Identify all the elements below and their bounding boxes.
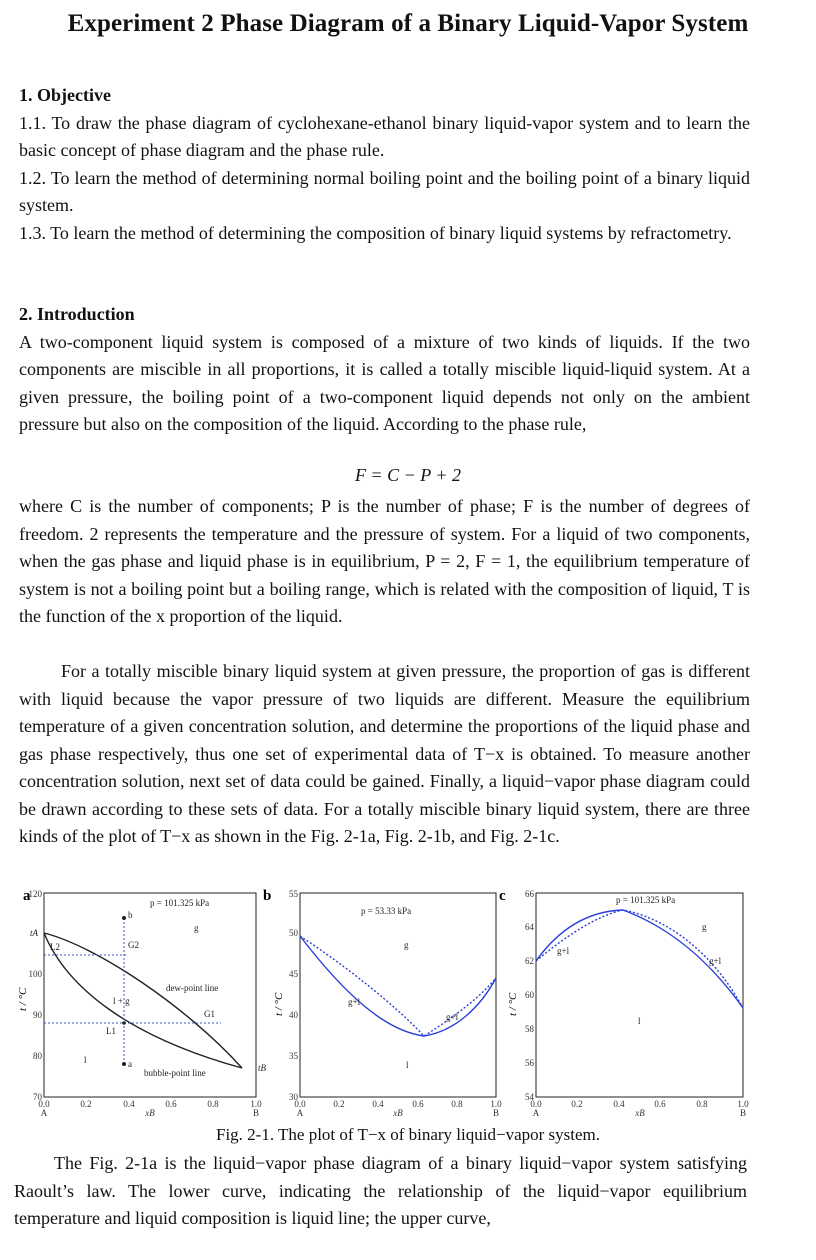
panel-a-label-tA: tA bbox=[30, 928, 38, 938]
panel-b-label-gl-left: g+l bbox=[348, 997, 361, 1007]
panel-a-label-G2: G2 bbox=[128, 940, 139, 950]
panel-b-xtick-08: 0.8 bbox=[451, 1099, 463, 1109]
panel-a-point-a bbox=[122, 1062, 126, 1066]
panel-b-letter: b bbox=[263, 888, 272, 904]
panel-b-xtick-0: 0.0 bbox=[294, 1099, 306, 1109]
panel-c-xlabel: xB bbox=[635, 1108, 645, 1118]
panel-a-ytick-80: 80 bbox=[33, 1051, 42, 1061]
panel-a-label-dew: dew-point line bbox=[166, 983, 219, 993]
panel-a-dew-point-line bbox=[44, 933, 242, 1068]
panel-a-ytick-90: 90 bbox=[33, 1010, 42, 1020]
phase-diagram-figure bbox=[16, 886, 806, 1122]
panel-b-label-g: g bbox=[404, 940, 409, 950]
panel-c-ytick-54: 54 bbox=[525, 1092, 534, 1102]
panel-b-ytick-50: 50 bbox=[289, 928, 298, 938]
panel-b-dotted-curve bbox=[300, 936, 496, 1036]
objective-item-1: 1.1. To draw the phase diagram of cyclohexane-ethanol binary liquid-vapor system and to learn the basic concept of phase diagram and the phase rule. bbox=[19, 112, 750, 160]
panel-a-xtick-06: 0.6 bbox=[165, 1099, 177, 1109]
panel-a-ytick-70: 70 bbox=[33, 1092, 42, 1102]
panel-c bbox=[499, 888, 749, 1118]
panel-a-xtick-08: 0.8 bbox=[207, 1099, 219, 1109]
panel-c-ytick-66: 66 bbox=[525, 889, 534, 899]
panel-b-xtick-02: 0.2 bbox=[333, 1099, 345, 1109]
phase-rule-formula: F = C − P + 2 bbox=[354, 465, 462, 485]
panel-c-ytick-64: 64 bbox=[525, 922, 534, 932]
panel-a-xtick-0: 0.0 bbox=[38, 1099, 50, 1109]
panel-a-bubble-point-line bbox=[44, 933, 242, 1068]
panel-a bbox=[17, 888, 267, 1118]
panel-b-end-B: B bbox=[492, 1108, 500, 1118]
panel-a-xtick-10: 1.0 bbox=[250, 1099, 262, 1109]
panel-b bbox=[263, 888, 502, 1118]
panel-b-pressure: p = 53.33 kPa bbox=[361, 906, 412, 916]
panel-b-xtick-04: 0.4 bbox=[372, 1099, 384, 1109]
panel-a-label-L1: L1 bbox=[106, 1026, 116, 1036]
panel-b-xlabel: xB bbox=[393, 1108, 403, 1118]
objective-heading: 1. Objective bbox=[19, 85, 111, 105]
panel-c-end-A: A bbox=[532, 1108, 540, 1118]
panel-a-label-bubble: bubble-point line bbox=[144, 1068, 206, 1078]
panel-a-xlabel: xB bbox=[145, 1108, 155, 1118]
panel-a-label-G1: G1 bbox=[204, 1009, 215, 1019]
panel-b-ytick-55: 55 bbox=[289, 889, 298, 899]
panel-a-ytick-100: 100 bbox=[28, 969, 42, 979]
figure-caption: Fig. 2-1. The plot of T−x of binary liquid−vapor system. bbox=[215, 1125, 600, 1144]
objective-section bbox=[19, 82, 750, 247]
introduction-paragraph-2: where C is the number of components; P is the number of phase; F is the number of degrees of freedom. 2 represents the temperature and the pressure of system. For a liquid of two components, when the gas phase and liquid phase is in equilibrium, P = 2, F = 1, the equilibrium temperature of system is not a boiling point but a boiling range, which is related with the composition of liquid, T is the function of the x proportion of the liquid. bbox=[19, 496, 750, 626]
panel-c-end-B: B bbox=[739, 1108, 747, 1118]
panel-b-frame bbox=[300, 893, 496, 1097]
panel-a-point-b bbox=[122, 916, 126, 920]
panel-b-ytick-40: 40 bbox=[289, 1010, 298, 1020]
panel-c-xtick-02: 0.2 bbox=[571, 1099, 583, 1109]
panel-a-point-L1 bbox=[122, 1021, 126, 1025]
panel-a-end-B: B bbox=[252, 1108, 260, 1118]
panel-b-xtick-06: 0.6 bbox=[412, 1099, 424, 1109]
panel-b-ytick-45: 45 bbox=[289, 969, 298, 979]
panel-c-frame bbox=[536, 893, 743, 1097]
panel-a-label-lg: l + g bbox=[113, 996, 130, 1006]
panel-b-ylabel: t / °C bbox=[273, 992, 285, 1016]
figure-2-1 bbox=[16, 886, 806, 1122]
introduction-section bbox=[19, 301, 750, 439]
panel-a-frame bbox=[44, 893, 256, 1097]
panel-a-label-tB: tB bbox=[258, 1063, 266, 1073]
panel-a-label-g: g bbox=[194, 923, 199, 933]
panel-c-label-g: g bbox=[702, 922, 707, 932]
panel-c-xtick-0: 0.0 bbox=[530, 1099, 542, 1109]
panel-c-label-gl-right: g+l bbox=[709, 956, 722, 966]
panel-c-label-gl-left: g+l bbox=[557, 946, 570, 956]
panel-b-ytick-35: 35 bbox=[289, 1051, 298, 1061]
panel-b-solid-curve bbox=[300, 936, 496, 1036]
panel-c-pressure: p = 101.325 kPa bbox=[616, 895, 676, 905]
panel-a-label-b: b bbox=[128, 910, 133, 920]
panel-c-ytick-60: 60 bbox=[525, 990, 534, 1000]
panel-a-label-l: l bbox=[84, 1055, 87, 1065]
panel-b-end-A: A bbox=[296, 1108, 304, 1118]
panel-c-ytick-62: 62 bbox=[525, 956, 534, 966]
panel-c-letter: c bbox=[499, 888, 506, 904]
panel-b-ytick-30: 30 bbox=[289, 1092, 298, 1102]
panel-b-label-l: l bbox=[406, 1060, 409, 1070]
introduction-paragraph-3: For a totally miscible binary liquid system at given pressure, the proportion of gas is different with liquid because the vapor pressure of two liquids are different. Measure the equilibrium temperature of a given concentration solution, and determine the proportions of the liquid phase and gas phase respectively, thus one set of experimental data of T−x is obtained. To measure another concentration solution, next set of data could be gained. Finally, a liquid−vapor phase diagram could be drawn according to these sets of data. For a totally miscible binary liquid system, there are three kinds of the plot of T−x as shown in the Fig. 2-1a, Fig. 2-1b, and Fig. 2-1c. bbox=[19, 661, 750, 846]
panel-a-end-A: A bbox=[40, 1108, 48, 1118]
panel-c-xtick-08: 0.8 bbox=[696, 1099, 708, 1109]
panel-c-xtick-04: 0.4 bbox=[613, 1099, 625, 1109]
panel-c-ytick-56: 56 bbox=[525, 1058, 534, 1068]
introduction-heading: 2. Introduction bbox=[19, 304, 135, 324]
panel-a-xtick-04: 0.4 bbox=[123, 1099, 135, 1109]
document-title: Experiment 2 Phase Diagram of a Binary Liquid-Vapor System bbox=[67, 10, 749, 37]
introduction-paragraph-1: A two-component liquid system is composed of a mixture of two kinds of liquids. If the two components are miscible in all proportions, it is called a totally miscible liquid-liquid system. At a given pressure, the boiling point of a two-component liquid depends not only on the ambient pressure but also on the composition of the liquid. According to the phase rule, bbox=[19, 331, 750, 434]
panel-a-label-L2: L2 bbox=[50, 942, 60, 952]
panel-a-pressure: p = 101.325 kPa bbox=[150, 898, 210, 908]
objective-item-2: 1.2. To learn the method of determining normal boiling point and the boiling point of a binary liquid system. bbox=[19, 167, 750, 215]
panel-c-ylabel: t / °C bbox=[507, 992, 519, 1016]
objective-item-3: 1.3. To learn the method of determining the composition of binary liquid systems by refractometry. bbox=[19, 222, 732, 243]
panel-a-xtick-02: 0.2 bbox=[80, 1099, 92, 1109]
panel-a-ylabel: t / °C bbox=[17, 987, 29, 1011]
panel-c-ytick-58: 58 bbox=[525, 1024, 534, 1034]
panel-c-label-l: l bbox=[638, 1016, 641, 1026]
panel-b-xtick-10: 1.0 bbox=[490, 1099, 502, 1109]
panel-a-ytick-120: 120 bbox=[28, 889, 42, 899]
panel-a-label-a: a bbox=[128, 1059, 132, 1069]
after-figure-paragraph: The Fig. 2-1a is the liquid−vapor phase diagram of a binary liquid−vapor system satisfying Raoult’s law. The lower curve, indicating the relationship of the liquid−vapor equilibrium temperature and liquid composition is liquid line; the upper curve, bbox=[14, 1153, 747, 1228]
panel-b-label-gl-right: g+l bbox=[446, 1012, 459, 1022]
panel-c-xtick-10: 1.0 bbox=[737, 1099, 749, 1109]
panel-c-xtick-06: 0.6 bbox=[654, 1099, 666, 1109]
panel-a-letter: a bbox=[23, 888, 31, 904]
